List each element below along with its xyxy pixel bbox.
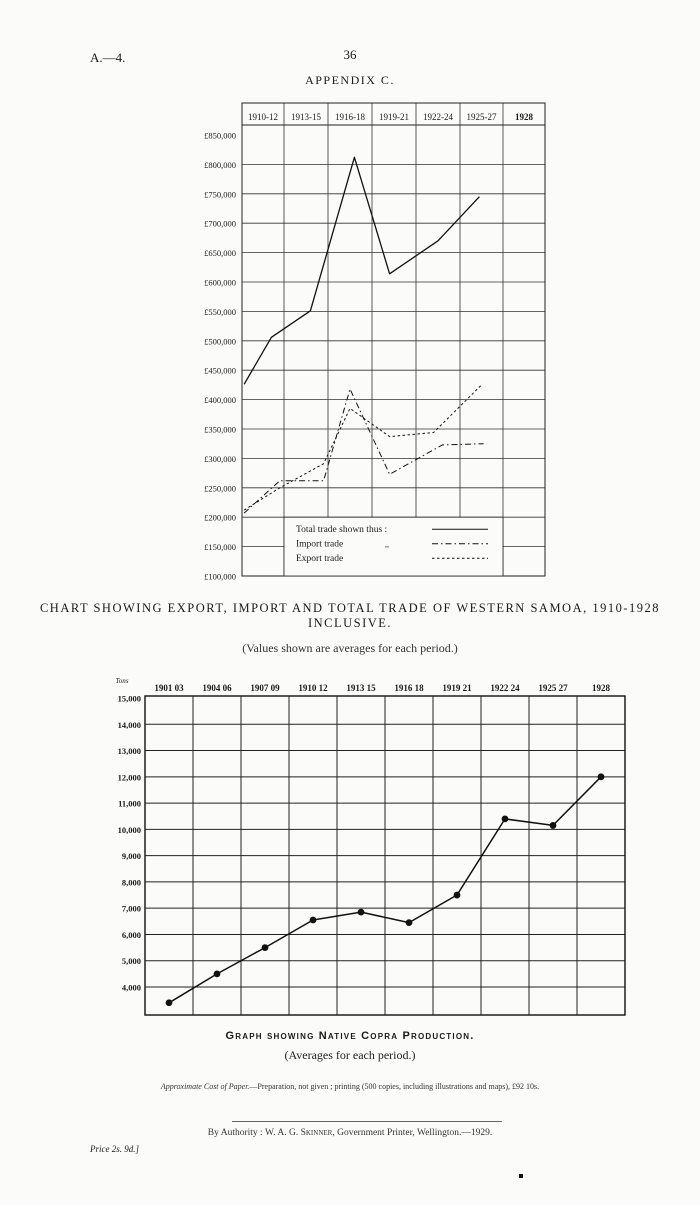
copra-chart-title: Graph showing Native Copra Production. xyxy=(225,1030,475,1042)
trade-legend-label-1: Import trade xyxy=(296,539,344,550)
copra-ytick-label-8: 7,000 xyxy=(121,903,141,914)
trade-ytick-label-8: £450,000 xyxy=(204,365,236,376)
trade-ytick-label-5: £600,000 xyxy=(204,277,236,288)
copra-ytick-label-9: 6,000 xyxy=(121,929,141,940)
copra-ytick-label-4: 11,000 xyxy=(118,798,141,809)
trade-ytick-label-3: £700,000 xyxy=(204,218,236,229)
copra-data-point-9 xyxy=(598,773,605,780)
copra-data-point-5 xyxy=(406,919,413,926)
trade-period-label-6: 1928 xyxy=(515,112,533,122)
cost-text: —Preparation, not given ; printing (500 copies, including illustrations and maps), £92 10s. xyxy=(249,1082,540,1091)
printer-authority xyxy=(0,1128,700,1138)
copra-period-label-7: 1922 24 xyxy=(490,683,520,693)
trade-period-label-5: 1925-27 xyxy=(466,112,497,122)
document-code: A.—4. xyxy=(90,50,126,65)
trade-chart-subtitle: (Values shown are averages for each period.) xyxy=(242,641,458,655)
trade-ytick-label-4: £650,000 xyxy=(204,248,236,259)
trade-chart xyxy=(0,95,700,595)
copra-period-label-9: 1928 xyxy=(592,683,610,693)
trade-legend-label-2: Export trade xyxy=(296,554,344,565)
ink-speck xyxy=(519,1174,523,1178)
copra-chart xyxy=(0,670,700,1025)
trade-chart-title: CHART SHOWING EXPORT, IMPORT AND TOTAL TRADE OF WESTERN SAMOA, 1910-1928 INCLUSIVE. xyxy=(39,601,661,630)
copra-data-point-2 xyxy=(262,944,269,951)
copra-period-label-8: 1925 27 xyxy=(538,683,568,693)
copra-ytick-label-0: 15,000 xyxy=(117,693,141,704)
trade-period-label-1: 1913-15 xyxy=(291,112,321,122)
trade-ytick-label-12: £250,000 xyxy=(204,483,236,494)
copra-ytick-label-1: 14,000 xyxy=(117,719,141,730)
trade-ytick-label-2: £750,000 xyxy=(204,189,236,200)
copra-period-label-4: 1913 15 xyxy=(346,683,376,693)
copra-period-label-2: 1907 09 xyxy=(250,683,280,693)
copra-ytick-label-5: 10,000 xyxy=(117,824,141,835)
copra-data-point-1 xyxy=(214,970,221,977)
cost-label: Approximate Cost of Paper. xyxy=(160,1082,250,1091)
authority-prefix: By Authority : xyxy=(207,1128,263,1138)
trade-chart-frame xyxy=(242,103,545,576)
copra-chart-subtitle: (Averages for each period.) xyxy=(284,1048,416,1062)
page-number: 36 xyxy=(343,47,357,62)
trade-ytick-label-6: £550,000 xyxy=(204,306,236,317)
trade-ytick-label-1: £800,000 xyxy=(204,159,236,170)
trade-period-label-2: 1916-18 xyxy=(335,112,365,122)
copra-period-label-1: 1904 06 xyxy=(202,683,232,693)
trade-ytick-label-11: £300,000 xyxy=(204,453,236,464)
copra-data-point-0 xyxy=(166,999,173,1006)
authority-suffix: Government Printer, Wellington.—1929. xyxy=(337,1128,493,1138)
copra-ytick-label-11: 4,000 xyxy=(121,982,141,993)
trade-legend-label-0: Total trade shown thus : xyxy=(296,525,388,536)
copra-ytick-label-6: 9,000 xyxy=(121,851,141,862)
price-note: Price 2s. 9d.] xyxy=(90,1144,139,1154)
copra-ytick-label-2: 13,000 xyxy=(117,746,141,757)
copra-data-point-3 xyxy=(310,917,317,924)
trade-series-line-2 xyxy=(244,385,481,510)
trade-ytick-label-13: £200,000 xyxy=(204,512,236,523)
cost-note xyxy=(0,1082,700,1091)
footer-rule xyxy=(232,1121,502,1122)
trade-period-label-4: 1922-24 xyxy=(423,112,453,122)
copra-ytick-label-3: 12,000 xyxy=(117,772,141,783)
copra-period-label-6: 1919 21 xyxy=(442,683,472,693)
appendix-title: APPENDIX C. xyxy=(305,73,395,87)
authority-name: W. A. G. Skinner, xyxy=(265,1128,335,1138)
trade-period-label-0: 1910-12 xyxy=(248,112,278,122)
copra-period-label-0: 1901 03 xyxy=(154,683,184,693)
trade-series-line-0 xyxy=(244,157,479,384)
trade-ytick-label-0: £850,000 xyxy=(204,130,236,141)
trade-ytick-label-10: £350,000 xyxy=(204,424,236,435)
trade-legend-ditto: ,, xyxy=(385,540,389,550)
copra-ytick-label-7: 8,000 xyxy=(121,877,141,888)
copra-period-label-5: 1916 18 xyxy=(394,683,424,693)
copra-period-label-3: 1910 12 xyxy=(298,683,328,693)
copra-yaxis-unit: Tons xyxy=(115,677,129,685)
trade-ytick-label-9: £400,000 xyxy=(204,395,236,406)
trade-series-line-1 xyxy=(244,389,484,513)
trade-period-label-3: 1919-21 xyxy=(379,112,409,122)
trade-ytick-label-15: £100,000 xyxy=(204,571,236,582)
copra-data-point-6 xyxy=(454,892,461,899)
copra-data-point-7 xyxy=(502,815,509,822)
copra-data-point-8 xyxy=(550,822,557,829)
copra-data-point-4 xyxy=(358,909,365,916)
trade-ytick-label-7: £500,000 xyxy=(204,336,236,347)
copra-ytick-label-10: 5,000 xyxy=(121,956,141,967)
trade-ytick-label-14: £150,000 xyxy=(204,542,236,553)
